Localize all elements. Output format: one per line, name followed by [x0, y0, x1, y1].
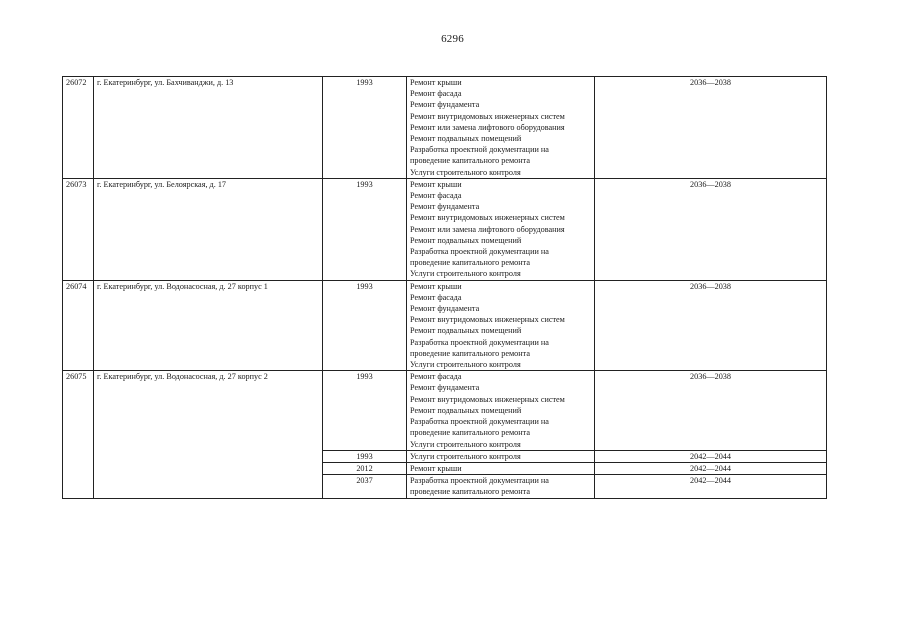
- work-types: [407, 77, 595, 179]
- repair-year: 2012: [323, 462, 407, 474]
- work-item: Разработка проектной документации на: [410, 337, 549, 347]
- planned-period: 2036—2038: [595, 178, 827, 280]
- planned-period: 2036—2038: [595, 77, 827, 179]
- repair-year: 1993: [323, 450, 407, 462]
- object-id: 26073: [63, 178, 94, 280]
- planned-period: 2042—2044: [595, 450, 827, 462]
- page-number: 6296: [441, 33, 464, 45]
- work-item: Услуги строительного контроля: [410, 360, 521, 370]
- work-item: Разработка проектной документации на: [410, 417, 549, 427]
- work-item: Ремонт фундамента: [410, 383, 480, 393]
- work-item: Услуги строительного контроля: [410, 439, 521, 449]
- repair-year: 1993: [323, 371, 407, 450]
- object-id: 26072: [63, 77, 94, 179]
- work-item: проведение капитального ремонта: [410, 348, 530, 358]
- work-item: Разработка проектной документации на: [410, 145, 549, 155]
- work-item: Ремонт внутридомовых инженерных систем: [410, 213, 565, 223]
- table-row: [63, 280, 827, 371]
- work-item: Услуги строительного контроля: [410, 451, 521, 461]
- work-types: [407, 450, 595, 462]
- work-item: Ремонт крыши: [410, 463, 462, 473]
- work-item: Ремонт или замена лифтового оборудования: [410, 122, 565, 132]
- work-item: проведение капитального ремонта: [410, 258, 530, 268]
- planned-period: 2042—2044: [595, 475, 827, 498]
- work-item: Ремонт крыши: [410, 78, 462, 87]
- work-item: Ремонт внутридомовых инженерных систем: [410, 315, 565, 325]
- work-item: Ремонт фасада: [410, 372, 462, 382]
- object-id: 26075: [63, 371, 94, 498]
- planned-period: 2036—2038: [595, 280, 827, 371]
- work-item: Ремонт крыши: [410, 179, 462, 189]
- object-address: г. Екатеринбург, ул. Бахчиванджи, д. 13: [94, 77, 323, 179]
- table-row: [63, 178, 827, 280]
- work-item: Ремонт подвальных помещений: [410, 134, 522, 144]
- repair-year: 1993: [323, 178, 407, 280]
- work-item: проведение капитального ремонта: [410, 156, 530, 166]
- work-item: Ремонт фасада: [410, 292, 462, 302]
- work-item: Ремонт фасада: [410, 191, 462, 201]
- work-item: Ремонт фундамента: [410, 100, 480, 110]
- work-item: Ремонт крыши: [410, 281, 462, 291]
- work-item: Разработка проектной документации на: [410, 247, 549, 257]
- object-address: г. Екатеринбург, ул. Водонасосная, д. 27 корпус 1: [94, 280, 323, 371]
- capital-repair-table: [62, 76, 827, 499]
- planned-period: 2036—2038: [595, 371, 827, 450]
- work-item: Ремонт внутридомовых инженерных систем: [410, 394, 565, 404]
- work-types: [407, 462, 595, 474]
- work-item: Ремонт или замена лифтового оборудования: [410, 224, 565, 234]
- work-item: Услуги строительного контроля: [410, 269, 521, 279]
- work-types: [407, 178, 595, 280]
- work-types: [407, 280, 595, 371]
- object-address: г. Екатеринбург, ул. Белоярская, д. 17: [94, 178, 323, 280]
- work-types: [407, 475, 595, 498]
- work-item: проведение капитального ремонта: [410, 428, 530, 438]
- repair-year: 1993: [323, 77, 407, 179]
- work-item: Ремонт подвальных помещений: [410, 326, 522, 336]
- work-item: Услуги строительного контроля: [410, 167, 521, 177]
- work-item: Ремонт фундамента: [410, 202, 480, 212]
- work-item: Ремонт внутридомовых инженерных систем: [410, 111, 565, 121]
- object-id: 26074: [63, 280, 94, 371]
- work-types: [407, 371, 595, 450]
- work-item: Ремонт подвальных помещений: [410, 235, 522, 245]
- work-item: Ремонт подвальных помещений: [410, 405, 522, 415]
- repair-year: 1993: [323, 280, 407, 371]
- work-item: проведение капитального ремонта: [410, 487, 530, 497]
- work-item: Ремонт фундамента: [410, 304, 480, 314]
- work-item: Разработка проектной документации на: [410, 476, 549, 486]
- table-row: [63, 371, 827, 450]
- repair-year: 2037: [323, 475, 407, 498]
- work-item: Ремонт фасада: [410, 89, 462, 99]
- planned-period: 2042—2044: [595, 462, 827, 474]
- object-address: г. Екатеринбург, ул. Водонасосная, д. 27 корпус 2: [94, 371, 323, 498]
- table-row: [63, 77, 827, 179]
